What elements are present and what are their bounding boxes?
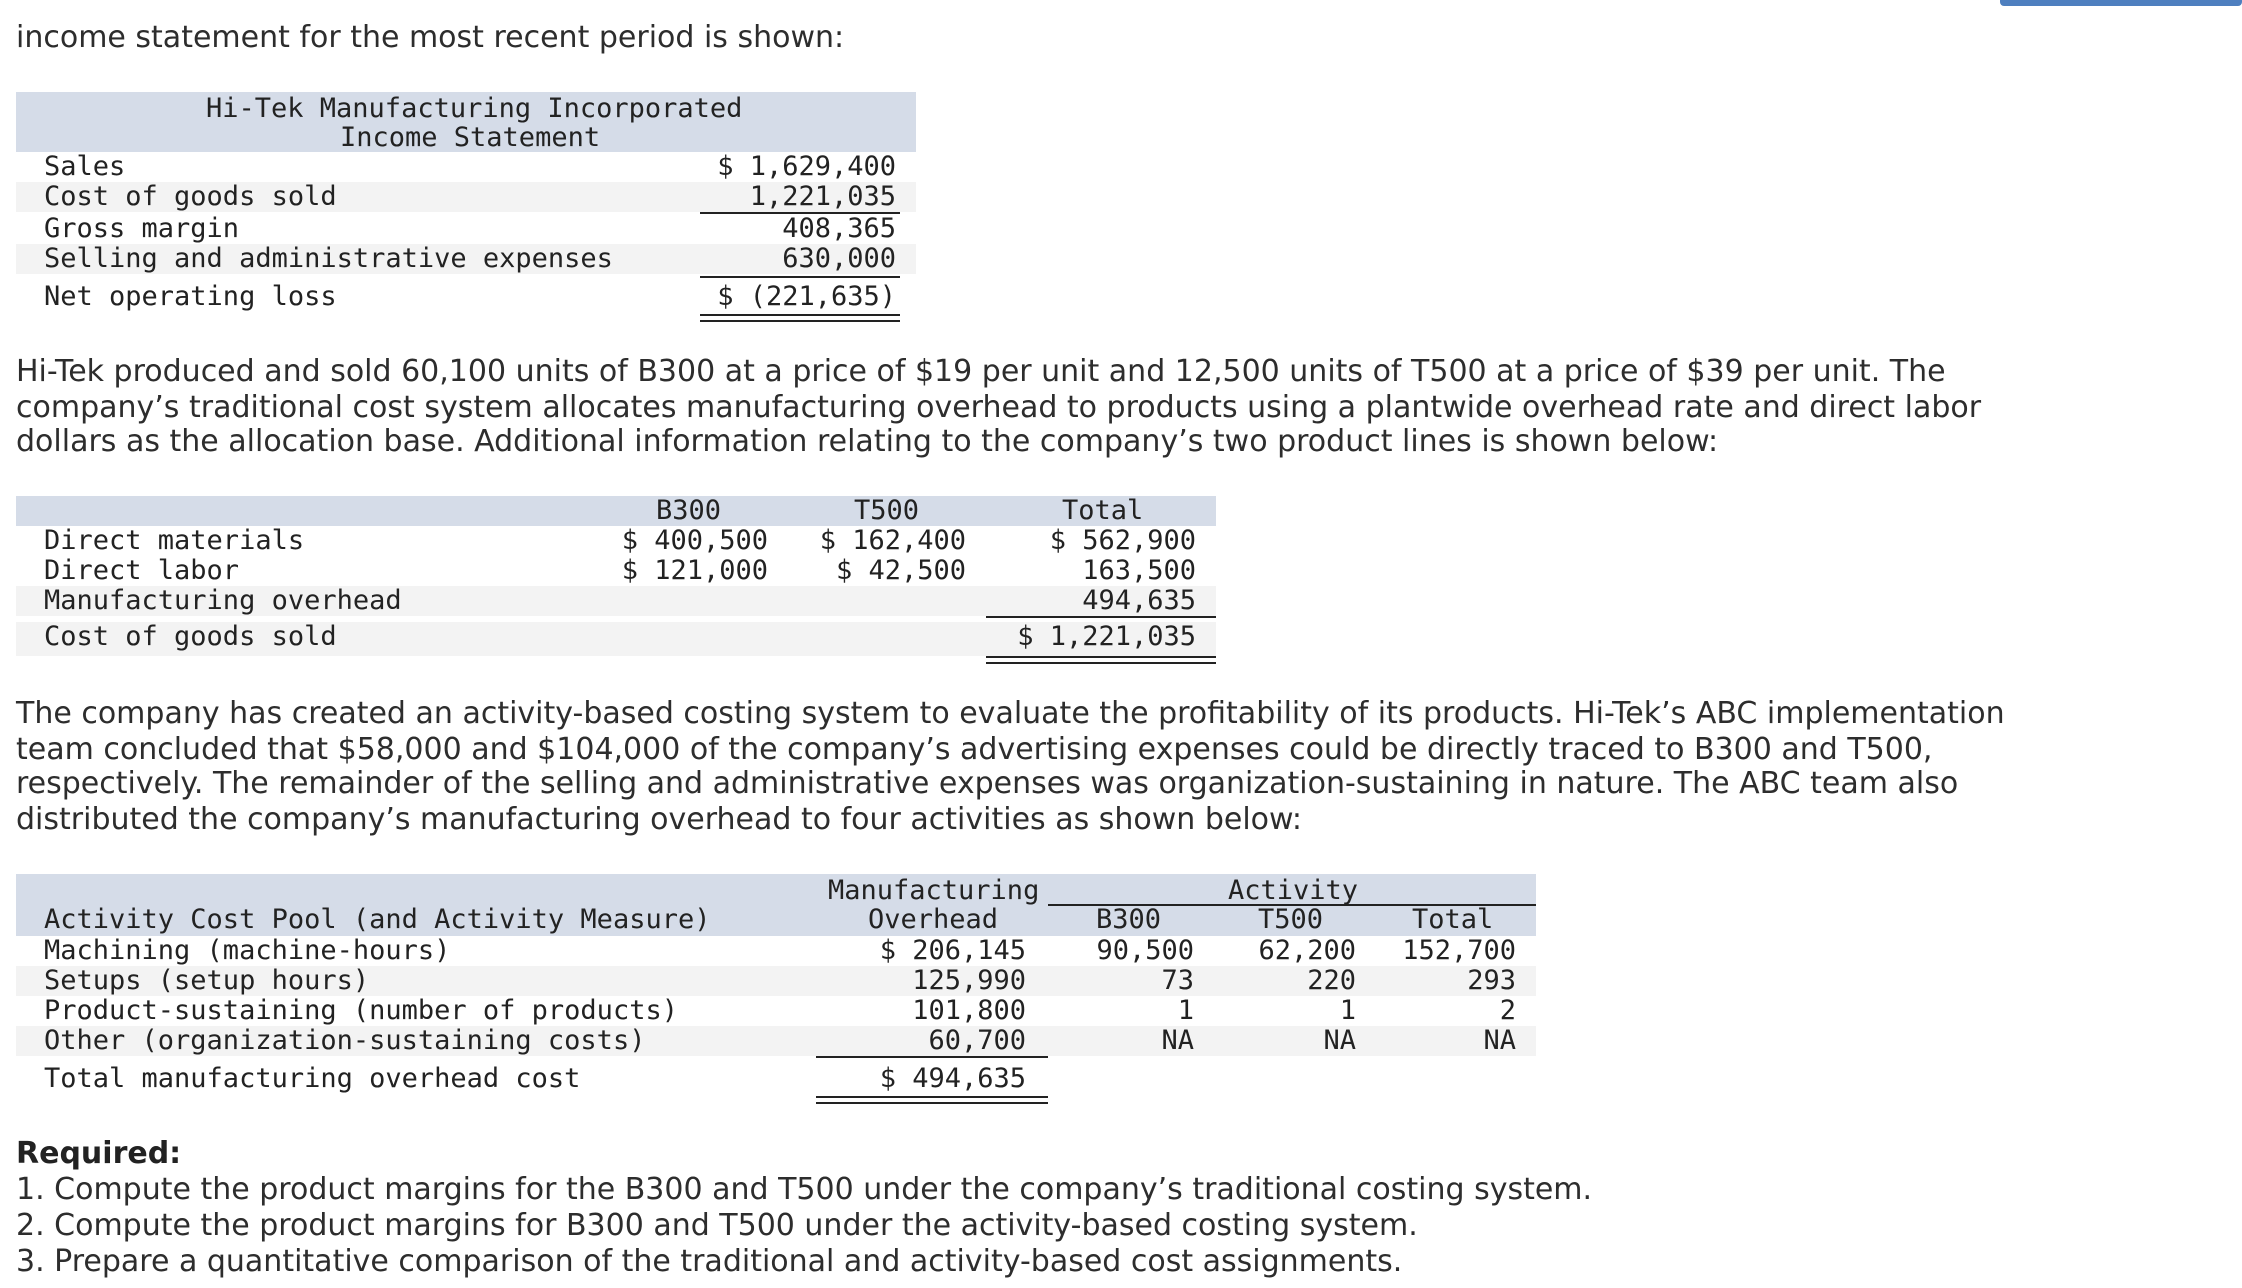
activity-row-setups: Setups (setup hours) 125,990 73 220 293 bbox=[16, 966, 1536, 996]
income-row-sga: Selling and administrative expenses 630,000 bbox=[16, 244, 916, 274]
header-total: Total bbox=[1412, 904, 1494, 935]
required-item-2: 2. Compute the product margins for B300 and T500 under the activity-based costing system. bbox=[16, 1208, 1418, 1243]
header-pool: Activity Cost Pool (and Activity Measure) bbox=[44, 904, 711, 935]
products-row-mo: Manufacturing overhead 494,635 bbox=[16, 586, 1216, 616]
required-title: Required: bbox=[16, 1136, 182, 1171]
required-item-3: 3. Prepare a quantitative comparison of the traditional and activity-based cost assignments. bbox=[16, 1244, 1403, 1279]
income-statement-table bbox=[16, 92, 916, 324]
header-overhead: Overhead bbox=[868, 904, 999, 935]
income-subtitle: Income Statement bbox=[340, 122, 601, 153]
activity-row-product-sustaining: Product-sustaining (number of products) 101,800 1 1 2 bbox=[44, 995, 1516, 1026]
products-row-cogs: Cost of goods sold $ 1,221,035 bbox=[16, 622, 1216, 656]
activity-table bbox=[16, 874, 1536, 1104]
products-row-dl: Direct labor $ 121,000 $ 42,500 163,500 bbox=[44, 555, 1196, 586]
activity-rule bbox=[816, 1056, 1048, 1058]
required-item-1: 1. Compute the product margins for the B300 and T500 under the company’s traditional costing system. bbox=[16, 1172, 1593, 1207]
activity-row-total: Total manufacturing overhead cost $ 494,635 bbox=[44, 1063, 1026, 1094]
income-row-gross-margin: Gross margin 408,365 bbox=[44, 213, 896, 244]
income-double-rule bbox=[700, 314, 900, 322]
income-row-net-loss: Net operating loss $ (221,635) bbox=[44, 281, 896, 312]
products-double-rule bbox=[986, 656, 1216, 664]
products-row-dm: Direct materials $ 400,500 $ 162,400 $ 562,900 bbox=[44, 525, 1196, 556]
products-rule bbox=[986, 616, 1216, 618]
intro-text: income statement for the most recent period is shown: bbox=[16, 20, 845, 55]
activity-row-machining: Machining (machine-hours) $ 206,145 90,500 62,200 152,700 bbox=[44, 935, 1516, 966]
income-rule-2 bbox=[700, 276, 900, 278]
top-accent-bar bbox=[2000, 0, 2242, 6]
header-b300: B300 bbox=[1096, 904, 1162, 935]
income-title: Hi-Tek Manufacturing Incorporated bbox=[206, 93, 743, 124]
products-header-row: B300 T500 Total bbox=[656, 495, 1144, 526]
header-manufacturing: Manufacturing bbox=[828, 875, 1040, 906]
header-activity: Activity bbox=[1228, 875, 1359, 906]
income-row-sales: Sales $ 1,629,400 bbox=[44, 151, 896, 182]
products-table bbox=[16, 496, 1216, 666]
header-t500: T500 bbox=[1258, 904, 1324, 935]
activity-double-rule bbox=[816, 1096, 1048, 1104]
activity-row-other: Other (organization-sustaining costs) 60,700 NA NA NA bbox=[16, 1026, 1536, 1056]
income-row-cogs: Cost of goods sold 1,221,035 bbox=[16, 182, 916, 212]
